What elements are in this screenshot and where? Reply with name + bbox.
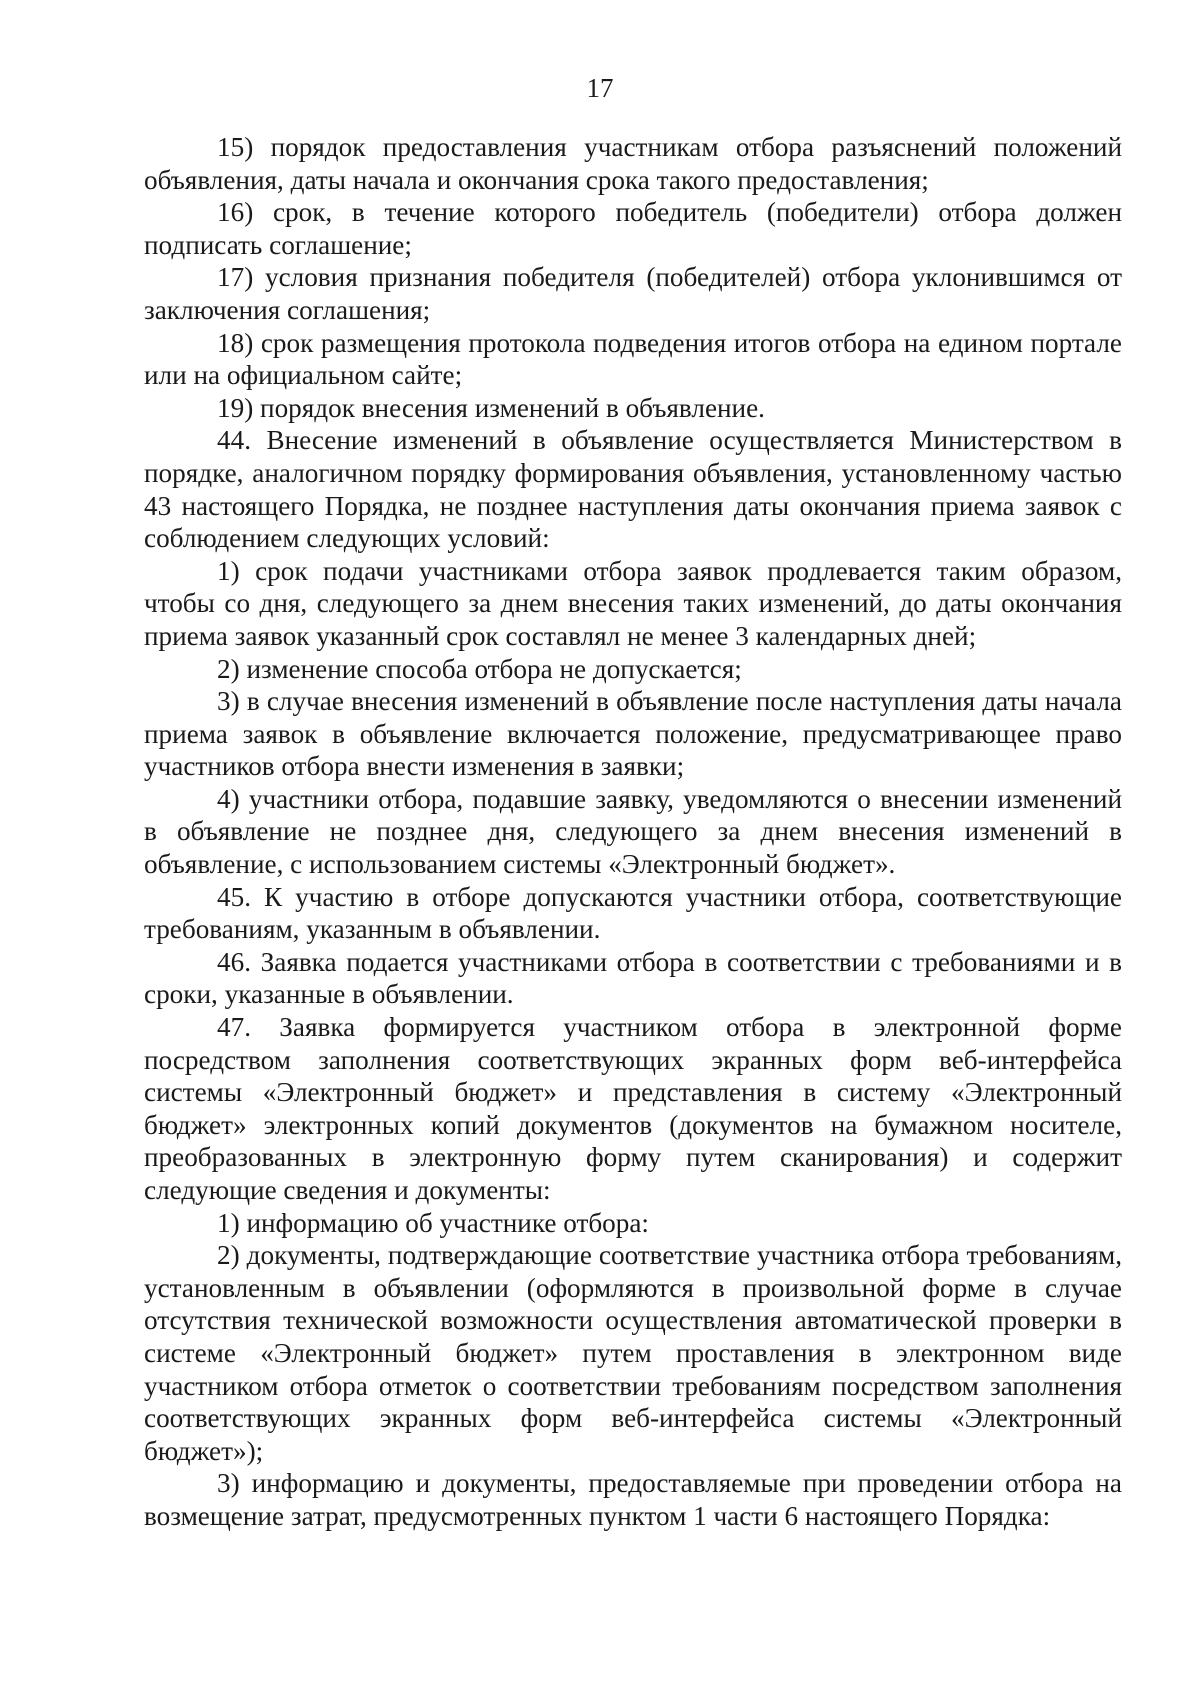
- page-number: 17: [586, 73, 614, 103]
- section-44-item-4: 4) участники отбора, подавшие заявку, уведомляются о внесении изменений в объявление не позднее дня, следующего за днем внесения изменений в объявление, с использованием системы «Электронный бюджет».: [144, 783, 1122, 880]
- section-46: 46. Заявка подается участниками отбора в соответствии с требованиями и в сроки, указанные в объявлении.: [144, 946, 1122, 1010]
- list-item-15: 15) порядок предоставления участникам отбора разъяснений положений объявления, даты начала и окончания срока такого предоставления;: [144, 132, 1122, 195]
- section-47: 47. Заявка формируется участником отбора в электронной форме посредством заполнения соответствующих экранных форм веб-интерфейса системы «Электронный бюджет» и представления в систему «Электронный бюджет» электронных копий документов (документов на бумажном носителе, преобразованных в электронную форму путем сканирования) и содержит следующие сведения и документы:: [144, 1012, 1122, 1205]
- list-item-17: 17) условия признания победителя (победителей) отбора уклонившимся от заключения соглашения;: [144, 262, 1122, 325]
- section-44-item-3: 3) в случае внесения изменений в объявление после наступления даты начала приема заявок в объявление включается положение, предусматривающее право участников отбора внести изменения в заявки;: [144, 686, 1122, 782]
- section-44-item-1: 1) срок подачи участниками отбора заявок продлевается таким образом, чтобы со дня, следующего за днем внесения таких изменений, до даты окончания приема заявок указанный срок составлял не менее 3 календарных дней;: [144, 555, 1122, 651]
- section-47-item-1: 1) информацию об участнике отбора:: [217, 1207, 649, 1238]
- section-47-item-3: 3) информацию и документы, предоставляемые при проведении отбора на возмещение затрат, предусмотренных пунктом 1 части 6 настоящего Порядка:: [144, 1468, 1122, 1531]
- list-item-19: 19) порядок внесения изменений в объявление.: [217, 392, 765, 423]
- document-body: [144, 131, 1122, 1533]
- section-44: 44. Внесение изменений в объявление осуществляется Министерством в порядке, аналогичном порядку формирования объявления, установленному частью 43 настоящего Порядка, не позднее наступления даты окончания приема заявок с соблюдением следующих условий:: [144, 425, 1122, 554]
- list-item-18: 18) срок размещения протокола подведения итогов отбора на едином портале или на официальном сайте;: [144, 327, 1122, 391]
- section-47-item-2: 2) документы, подтверждающие соответствие участника отбора требованиям, установленным в объявлении (оформляются в произвольной форме в случае отсутствия технической возможности осуществления автоматической проверки в системе «Электронный бюджет» путем проставления в электронном виде участником отбора отметок о соответствии требованиям посредством заполнения соответствующих экранных форм веб-интерфейса системы «Электронный бюджет»);: [144, 1240, 1122, 1466]
- list-item-16: 16) срок, в течение которого победитель (победители) отбора должен подписать соглашение;: [144, 197, 1122, 260]
- section-44-item-2: 2) изменение способа отбора не допускается;: [217, 653, 742, 684]
- section-45: 45. К участию в отборе допускаются участники отбора, соответствующие требованиям, указанным в объявлении.: [144, 881, 1122, 945]
